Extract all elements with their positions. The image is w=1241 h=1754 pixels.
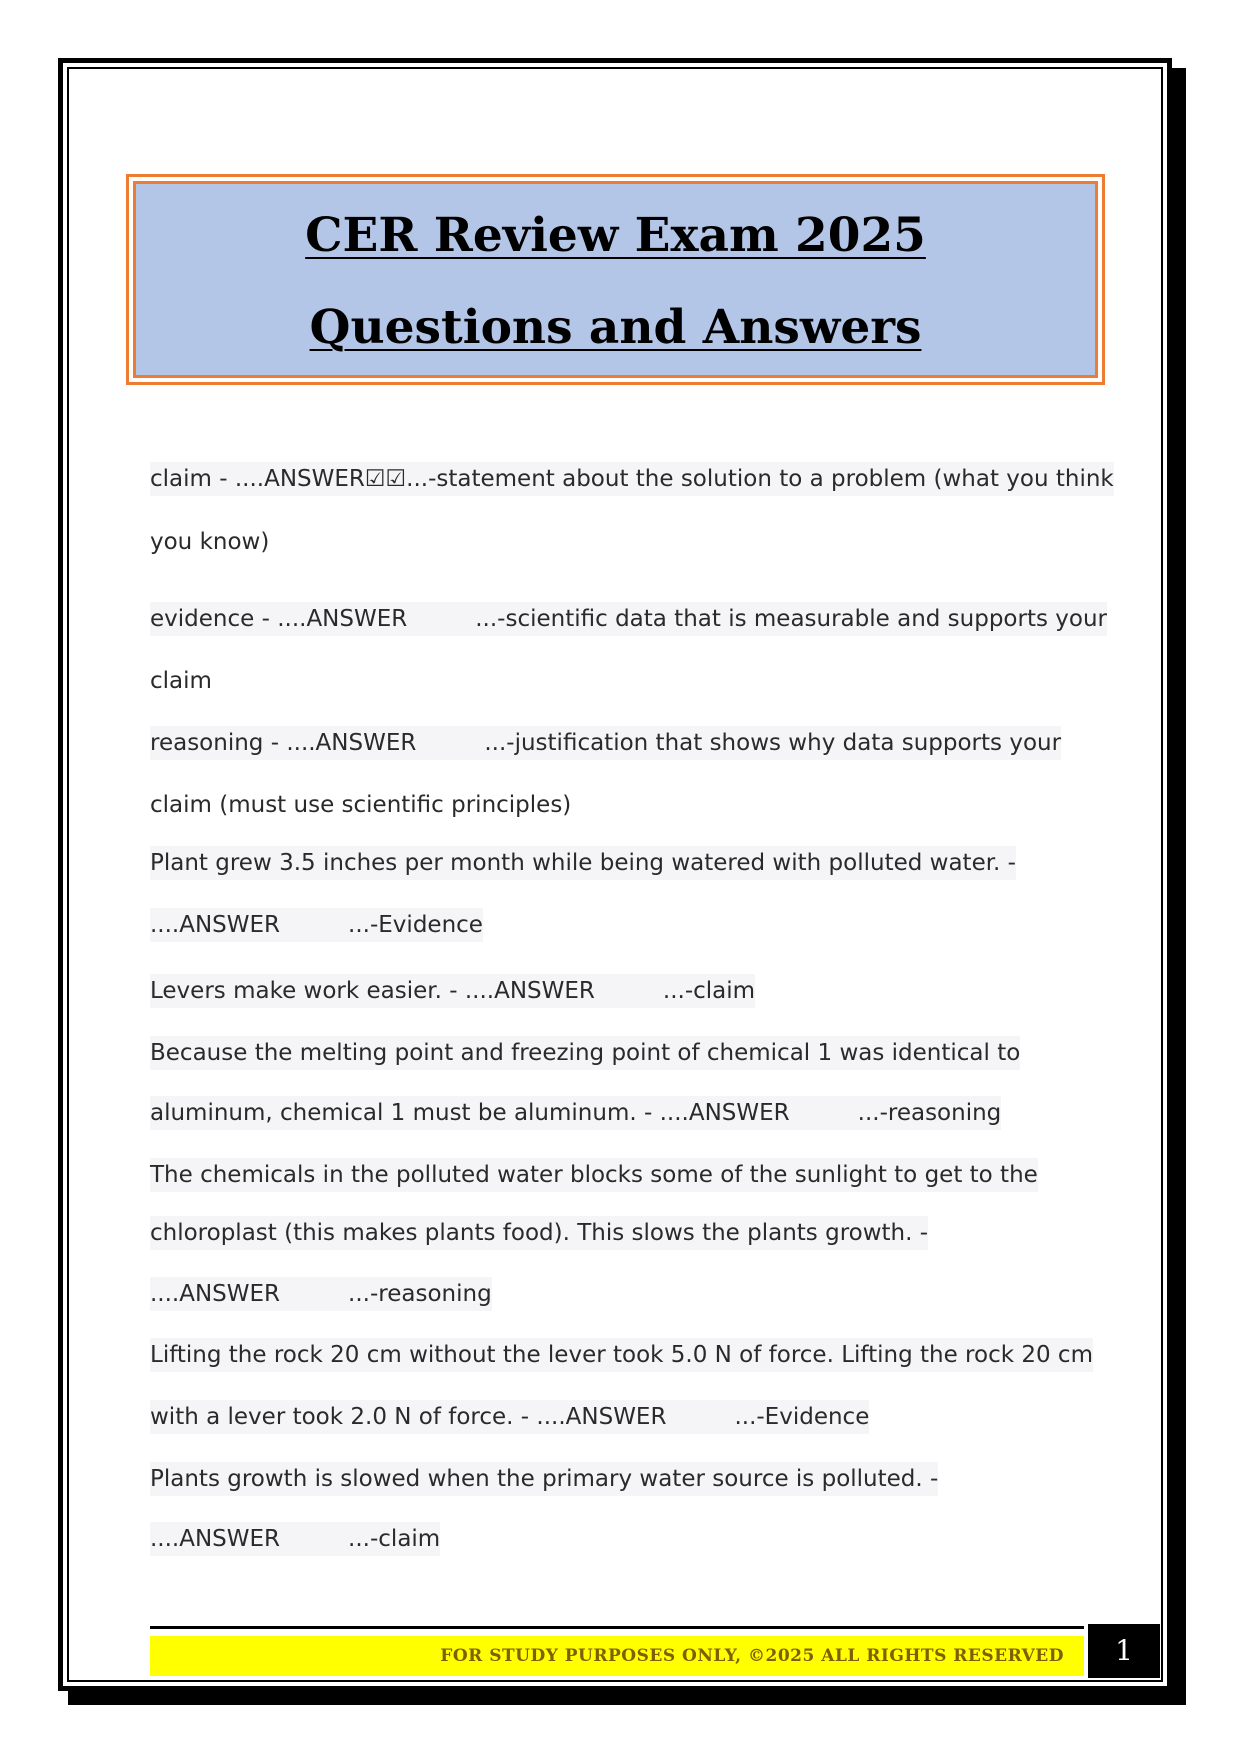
qa-item-evidence-cont [150, 668, 212, 694]
qa-text: Levers make work easier. - ....ANSWER [150, 978, 595, 1004]
checkbox-marks: ☑☑ [364, 466, 407, 492]
qa-text: ...-scientific data that is measurable and supports your [475, 606, 1107, 632]
qa-text: ...-Evidence [348, 912, 483, 938]
qa-item-7-cont [150, 1220, 928, 1246]
qa-item-reasoning-cont [150, 792, 571, 818]
qa-item-claim-cont [150, 529, 269, 555]
footer-notice: FOR STUDY PURPOSES ONLY, ©2025 ALL RIGHTS RESERVED [440, 1646, 1064, 1666]
qa-text: The chemicals in the polluted water blocks some of the sunlight to get to the [150, 1158, 1038, 1192]
qa-text: ...-claim [662, 978, 756, 1004]
title-box-fill [133, 181, 1098, 378]
qa-text: evidence - ....ANSWER [150, 606, 408, 632]
qa-text: ...-reasoning [348, 1281, 492, 1307]
qa-text: claim (must use scientific principles) [150, 792, 572, 818]
qa-item-4 [150, 850, 1016, 876]
footer-bar [150, 1636, 1084, 1676]
document-title: CER Review Exam 2025 Questions and Answers [305, 208, 926, 355]
footer-rule [150, 1626, 1084, 1629]
qa-item-claim [150, 466, 1114, 492]
qa-text: Lifting the rock 20 cm without the lever took 5.0 N of force. Lifting the rock 20 cm [150, 1338, 1093, 1372]
qa-item-8-answer [150, 1404, 869, 1430]
qa-item-5 [150, 978, 755, 1004]
qa-text: ....ANSWER [150, 1526, 281, 1552]
qa-text: ....ANSWER [150, 912, 281, 938]
qa-item-9-answer [150, 1526, 440, 1552]
qa-item-6 [150, 1040, 1020, 1066]
qa-text: ...-statement about the solution to a problem (what you think [406, 466, 1114, 492]
qa-text: claim - ....ANSWER [150, 466, 365, 492]
qa-item-4-answer [150, 912, 483, 938]
qa-item-7 [150, 1162, 1038, 1188]
qa-text: aluminum, chemical 1 must be aluminum. - ....ANSWER [150, 1100, 790, 1126]
page-number: 1 [1088, 1624, 1160, 1678]
qa-text: ....ANSWER [150, 1281, 281, 1307]
title-box [126, 174, 1105, 385]
qa-text: claim [150, 668, 212, 694]
qa-text: Because the melting point and freezing point of chemical 1 was identical to [150, 1036, 1020, 1070]
qa-text: with a lever took 2.0 N of force. - ....ANSWER [150, 1404, 667, 1430]
qa-text: Plants growth is slowed when the primary water source is polluted. - [150, 1462, 938, 1496]
qa-item-evidence [150, 606, 1107, 632]
qa-item-6-answer [150, 1100, 1001, 1126]
qa-text: chloroplast (this makes plants food). This slows the plants growth. - [150, 1216, 928, 1250]
qa-item-9 [150, 1466, 938, 1492]
qa-text: you know) [150, 529, 270, 555]
qa-text: ...-Evidence [734, 1404, 870, 1430]
qa-text: ...-justification that shows why data supports your [484, 730, 1062, 756]
qa-text: Plant grew 3.5 inches per month while being watered with polluted water. - [150, 846, 1016, 880]
qa-item-reasoning [150, 730, 1061, 756]
qa-text: reasoning - ....ANSWER [150, 730, 417, 756]
qa-text: ...-claim [348, 1526, 441, 1552]
qa-item-8 [150, 1342, 1093, 1368]
qa-text: ...-reasoning [857, 1100, 1002, 1126]
qa-item-7-answer [150, 1281, 492, 1307]
